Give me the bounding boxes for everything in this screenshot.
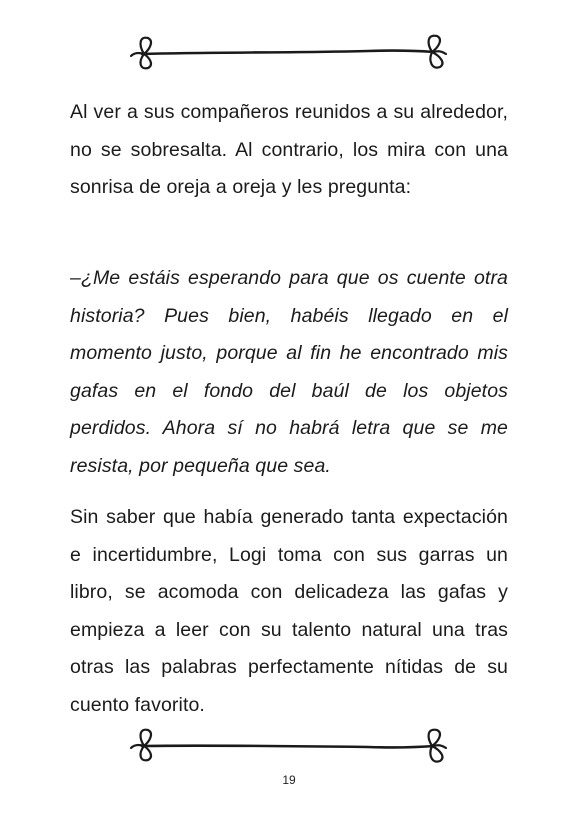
paragraph-intro: Al ver a sus compañeros reunidos a su alrededor, no se sobresalta. Al contrario, los mira con una sonrisa de oreja a oreja y les pregunta: bbox=[70, 101, 508, 198]
paragraph-dialogue: –¿Me estáis esperando para que os cuente otra historia? Pues bien, habéis llegado en el momento justo, porque al fin he encontrado mis gafas en el fondo del baúl de los objetos perdidos. Ahora sí no habrá letra que se me resista, por pequeña que sea. bbox=[70, 267, 508, 477]
top-vine-ornament-icon bbox=[128, 30, 450, 76]
bottom-vine-ornament-icon bbox=[128, 724, 450, 770]
paragraph-closing: Sin saber que había generado tanta expectación e incertidumbre, Logi toma con sus garras un libro, se acomoda con delicadeza las gafas y empieza a leer con su talento natural una tras otras las palabras perfectamente nítidas de su cuento favorito. bbox=[70, 506, 508, 716]
page-number: 19 bbox=[282, 773, 296, 787]
